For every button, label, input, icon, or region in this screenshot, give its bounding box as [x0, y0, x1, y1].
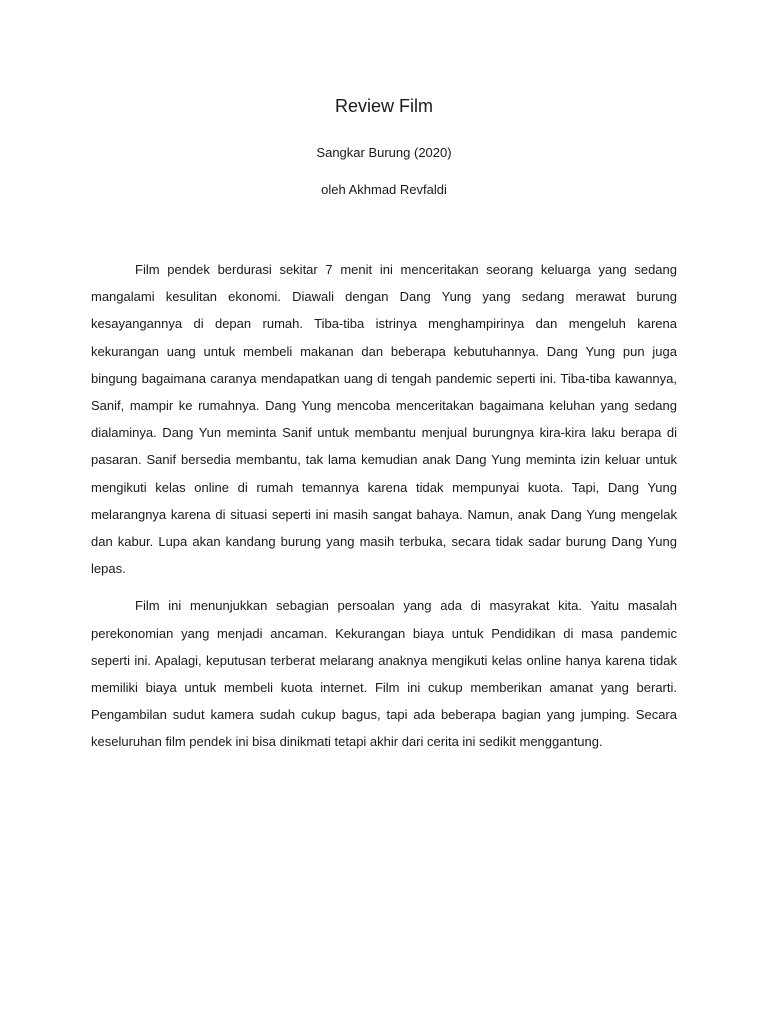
paragraph-2: Film ini menunjukkan sebagian persoalan yang ada di masyrakat kita. Yaitu masalah perekonomian yang menjadi ancaman. Kekurangan biaya untuk Pendidikan di masa pandemic seperti ini. Apalagi, keputusan terberat melarang anaknya mengikuti kelas online hanya karena tidak memiliki biaya untuk membeli kuota internet. Film ini cukup memberikan amanat yang berarti. Pengambilan sudut kamera sudah cukup bagus, tapi ada beberapa bagian yang jumping. Secara keseluruhan film pendek ini bisa dinikmati tetapi akhir dari cerita ini sedikit menggantung.: [91, 598, 677, 750]
review-body: [91, 256, 677, 766]
film-title: Sangkar Burung (2020): [316, 145, 452, 160]
document-title: Review Film: [334, 96, 433, 116]
author-line: oleh Akhmad Revfaldi: [321, 182, 447, 197]
paragraph-1: Film pendek berdurasi sekitar 7 menit ini menceritakan seorang keluarga yang sedang mangalami kesulitan ekonomi. Diawali dengan Dang Yung yang sedang merawat burung kesayangannya di depan rumah. Tiba-tiba istrinya menghampirinya dan mengeluh karena kekurangan uang untuk membeli makanan dan beberapa kebutuhannya. Dang Yung pun juga bingung bagaimana caranya mendapatkan uang di tengah pandemic seperti ini. Tiba-tiba kawannya, Sanif, mampir ke rumahnya. Dang Yung mencoba menceritakan bagaimana keluhan yang sedang dialaminya. Dang Yun meminta Sanif untuk membantu menjual burungnya kira-kira laku berapa di pasaran. Sanif bersedia membantu, tak lama kemudian anak Dang Yung meminta izin keluar untuk mengikuti kelas online di rumah temannya karena tidak mempunyai kuota. Tapi, Dang Yung melarangnya karena di situasi seperti ini masih sangat bahaya. Namun, anak Dang Yung mengelak dan kabur. Lupa akan kandang burung yang masih terbuka, secara tidak sadar burung Dang Yung lepas.: [91, 262, 677, 577]
